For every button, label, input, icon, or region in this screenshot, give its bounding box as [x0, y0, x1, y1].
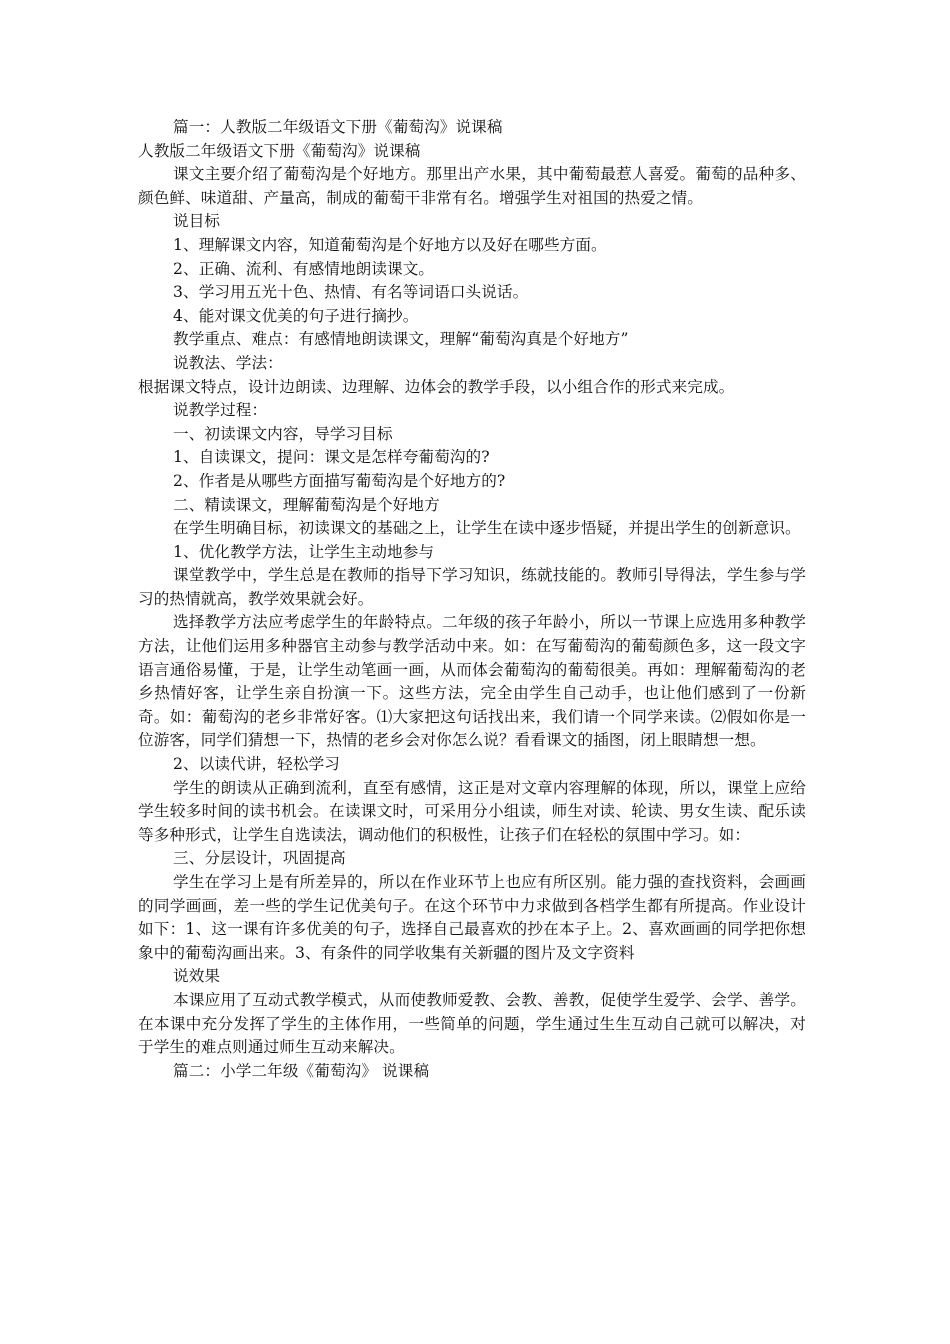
- step-2-sub-2-paragraph: 学生的朗读从正确到流利，直至有感情，这正是对文章内容理解的体现，所以，课堂上应给学生较多时间的读书机会。在读课文时，可采用分小组读，师生对读、轮读、男女生读、配乐读等多种形式，让学生自选读法，调动他们的积极性，让孩子们在轻松的氛围中学习。如：: [138, 778, 806, 844]
- methods-paragraph: 根据课文特点，设计边朗读、边理解、边体会的教学手段，以小组合作的形式来完成。: [138, 377, 735, 396]
- goals-title: 说目标: [173, 212, 221, 231]
- methods-title: 说教法、学法：: [173, 353, 283, 372]
- section-heading-1: 篇一：人教版二年级语文下册《葡萄沟》说课稿: [173, 118, 503, 136]
- step-2-sub-2-title: 2、以读代讲，轻松学习: [173, 755, 340, 774]
- document-body: [138, 116, 806, 1083]
- process-title: 说教学过程：: [173, 401, 268, 420]
- effect-title: 说效果: [173, 967, 221, 986]
- step-1-title: 一、初读课文内容，导学习目标: [173, 424, 393, 443]
- section-heading-2: 篇二：小学二年级《葡萄沟》 说课稿: [173, 1061, 430, 1080]
- step-3-title: 三、分层设计，巩固提高: [173, 849, 346, 868]
- step-2-paragraph: 在学生明确目标，初读课文的基础之上，让学生在读中逐步悟疑，并提出学生的创新意识。: [173, 519, 801, 538]
- step-2-sub-1-paragraph-1: 课堂教学中，学生总是在教师的指导下学习知识，练就技能的。教师引导得法，学生参与学习的热情就高，教学效果就会好。: [138, 566, 806, 608]
- effect-paragraph: 本课应用了互动式教学模式，从而使教师爱教、会教、善教，促使学生爱学、会学、善学。在本课中充分发挥了学生的主体作用，一些简单的问题，学生通过生生互动自己就可以解决，对于学生的难点则通过师生互动来解决。: [138, 990, 806, 1057]
- step-1-question-1: 1、自读课文，提问：课文是怎样夸葡萄沟的?: [173, 448, 490, 467]
- key-points: 教学重点、难点：有感情地朗读课文，理解“葡萄沟真是个好地方”: [173, 330, 629, 349]
- step-2-sub-1-title: 1、优化教学方法，让学生主动地参与: [173, 542, 435, 561]
- document-subtitle: 人教版二年级语文下册《葡萄沟》说课稿: [138, 141, 421, 160]
- goal-item-4: 4、能对课文优美的句子进行摘抄。: [173, 306, 419, 325]
- step-1-question-2: 2、作者是从哪些方面描写葡萄沟是个好地方的?: [173, 471, 506, 490]
- goal-item-2: 2、正确、流利、有感情地朗读课文。: [173, 259, 435, 278]
- intro-paragraph: 课文主要介绍了葡萄沟是个好地方。那里出产水果，其中葡萄最惹人喜爱。葡萄的品种多、颜色鲜、味道甜、产量高，制成的葡萄干非常有名。增强学生对祖国的热爱之情。: [138, 165, 806, 207]
- goal-item-3: 3、学习用五光十色、热情、有名等词语口头说话。: [173, 283, 529, 302]
- step-2-title: 二、精读课文，理解葡萄沟是个好地方: [173, 495, 440, 514]
- goal-item-1: 1、理解课文内容，知道葡萄沟是个好地方以及好在哪些方面。: [173, 235, 607, 254]
- step-2-sub-1-paragraph-2: 选择教学方法应考虑学生的年龄特点。二年级的孩子年龄小，所以一节课上应选用多种教学方法，让他们运用多种器官主动参与教学活动中来。如：在写葡萄沟的葡萄颜色多，这一段文字语言通俗易懂，于是，让学生动笔画一画，从而体会葡萄沟的葡萄很美。再如：理解葡萄沟的老乡热情好客，让学生亲自扮演一下。这些方法，完全由学生自己动手，也让他们感到了一份新奇。如：葡萄沟的老乡非常好客。⑴大家把这句话找出来，我们请一个同学来读。⑵假如你是一位游客，同学们猜想一下，热情的老乡会对你怎么说？看看课文的插图，闭上眼睛想一想。: [138, 613, 806, 750]
- step-3-paragraph: 学生在学习上是有所差异的，所以在作业环节上也应有所区别。能力强的查找资料，会画画的同学画画，差一些的学生记优美句子。在这个环节中力求做到各档学生都有所提高。作业设计如下：1、这一课有许多优美的句子，选择自己最喜欢的抄在本子上。2、喜欢画画的同学把你想象中的葡萄沟画出来。3、有条件的同学收集有关新疆的图片及文字资料: [138, 873, 806, 962]
